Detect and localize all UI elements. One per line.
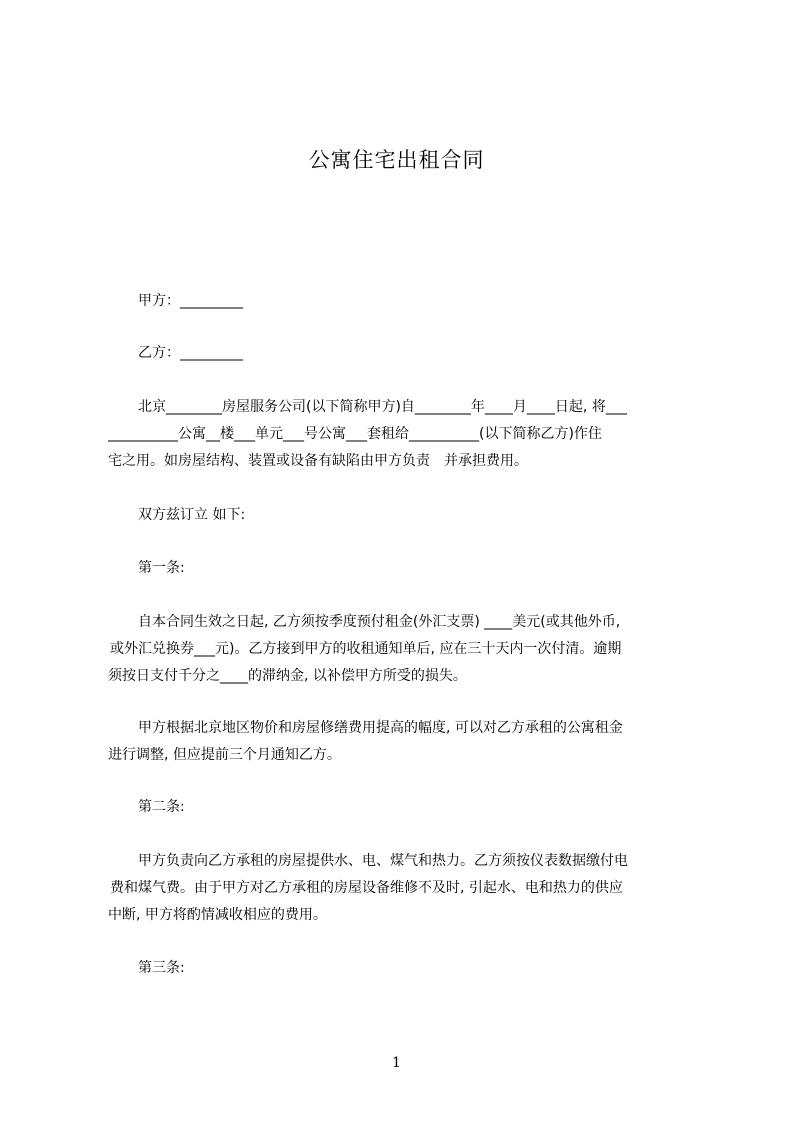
article-1-heading <box>108 555 702 582</box>
intro-line-1: 北京________房屋服务公司(以下简称甲方)自________年____月____日起, 将___ <box>138 399 627 415</box>
party-a-line <box>108 288 702 315</box>
article-1-p1-line-3: 须按日支付千分之____的滞纳金, 以补偿甲方所受的损失。 <box>108 668 467 684</box>
article-2-p1-line-3: 中断, 甲方将酌情减收相应的费用。 <box>108 907 327 923</box>
intro-paragraph <box>108 394 702 475</box>
article-1-paragraph-1 <box>108 609 702 690</box>
intro-line-2: __________公寓__楼___单元___号公寓___套租给__________(以下简称乙方)作住 <box>108 426 602 442</box>
party-b-line <box>108 340 702 367</box>
article-2-paragraph-1 <box>108 848 702 929</box>
article-1-heading-text: 第一条: <box>138 560 185 576</box>
party-a-text: 甲方：_________ <box>138 293 243 309</box>
intro-line-3: 宅之用。如房屋结构、装置或设备有缺陷由甲方负责 并承担费用。 <box>108 453 528 469</box>
article-1-p1-line-1: 自本合同生效之日起, 乙方须按季度预付租金(外汇支票) ____美元(或其他外币, <box>138 614 621 630</box>
agreement-line <box>108 502 702 529</box>
article-1-p2-line-2: 进行调整, 但应提前三个月通知乙方。 <box>108 747 341 763</box>
page-number: 1 <box>392 1055 401 1071</box>
article-1-p2-line-1: 甲方根据北京地区物价和房屋修缮费用提高的幅度, 可以对乙方承租的公寓租金 <box>138 720 623 736</box>
article-1-p1-line-2: 或外汇兑换券___元)。乙方接到甲方的收租通知单后, 应在三十天内一次付清。逾期 <box>110 641 622 657</box>
party-b-text: 乙方：_________ <box>138 345 243 361</box>
article-1-paragraph-2 <box>108 715 702 769</box>
agreement-text: 双方兹订立 如下: <box>138 507 246 523</box>
article-2-p1-line-1: 甲方负责向乙方承租的房屋提供水、电、煤气和热力。乙方须按仪表数据缴付电 <box>138 853 628 869</box>
article-3-heading <box>108 955 702 982</box>
article-3-heading-text: 第三条: <box>138 960 185 976</box>
article-2-p1-line-2: 费和煤气费。由于甲方对乙方承租的房屋设备维修不及时, 引起水、电和热力的供应 <box>110 880 623 896</box>
article-2-heading <box>108 794 702 821</box>
document-title: 公寓住宅出租合同 <box>308 148 485 172</box>
article-2-heading-text: 第二条: <box>138 799 185 815</box>
